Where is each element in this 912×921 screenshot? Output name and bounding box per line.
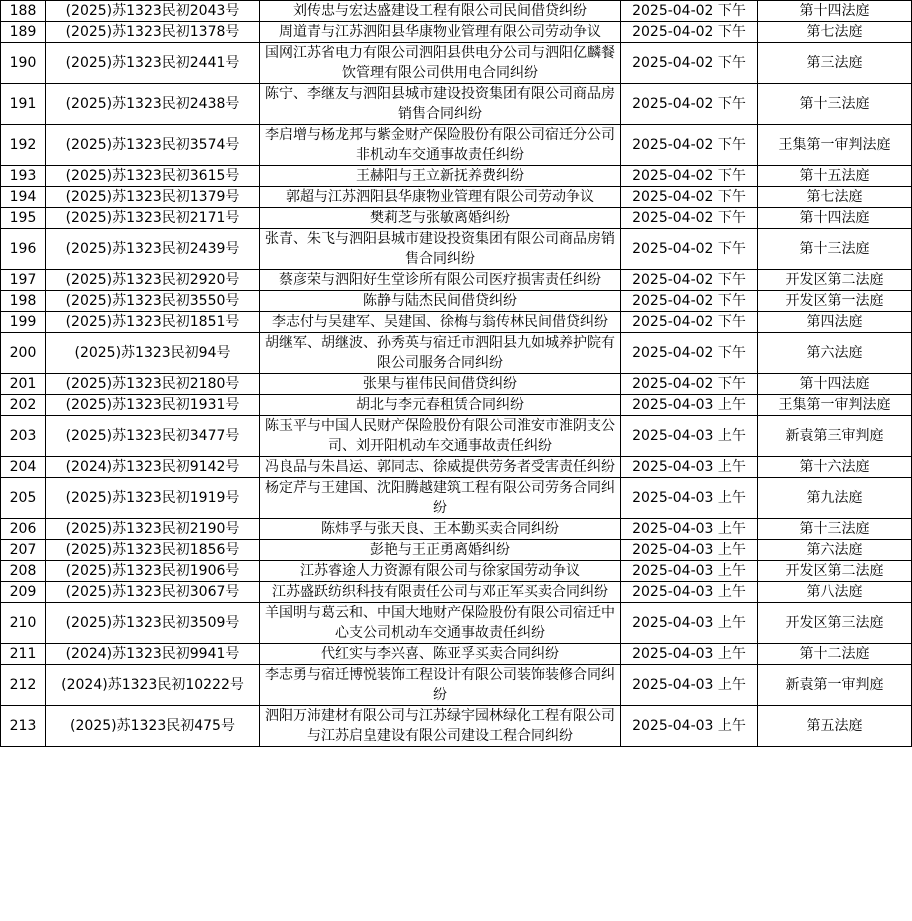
row-number: 194 bbox=[1, 187, 46, 208]
case-number: (2025)苏1323民初3615号 bbox=[46, 166, 260, 187]
hearing-time: 2025-04-02 下午 bbox=[621, 166, 758, 187]
case-number: (2025)苏1323民初2171号 bbox=[46, 208, 260, 229]
case-title: 国网江苏省电力有限公司泗阳县供电分公司与泗阳亿麟餐饮管理有限公司供用电合同纠纷 bbox=[260, 43, 621, 84]
courtroom: 第十三法庭 bbox=[758, 519, 912, 540]
case-title: 王赫阳与王立新抚养费纠纷 bbox=[260, 166, 621, 187]
case-title: 陈静与陆杰民间借贷纠纷 bbox=[260, 291, 621, 312]
case-title: 陈宁、李继友与泗阳县城市建设投资集团有限公司商品房销售合同纠纷 bbox=[260, 84, 621, 125]
table-row bbox=[1, 270, 912, 291]
hearing-time: 2025-04-03 上午 bbox=[621, 561, 758, 582]
row-number: 210 bbox=[1, 603, 46, 644]
courtroom: 开发区第一法庭 bbox=[758, 291, 912, 312]
case-title: 李启增与杨龙邦与紫金财产保险股份有限公司宿迁分公司非机动车交通事故责任纠纷 bbox=[260, 125, 621, 166]
row-number: 189 bbox=[1, 22, 46, 43]
hearing-time: 2025-04-03 上午 bbox=[621, 706, 758, 747]
case-number: (2025)苏1323民初3477号 bbox=[46, 416, 260, 457]
hearing-time: 2025-04-03 上午 bbox=[621, 665, 758, 706]
case-title: 江苏睿途人力资源有限公司与徐家国劳动争议 bbox=[260, 561, 621, 582]
case-number: (2025)苏1323民初2190号 bbox=[46, 519, 260, 540]
row-number: 188 bbox=[1, 1, 46, 22]
case-number: (2025)苏1323民初3067号 bbox=[46, 582, 260, 603]
case-title: 胡北与李元春租赁合同纠纷 bbox=[260, 395, 621, 416]
case-number: (2025)苏1323民初2920号 bbox=[46, 270, 260, 291]
case-title: 郭超与江苏泗阳县华康物业管理有限公司劳动争议 bbox=[260, 187, 621, 208]
hearing-time: 2025-04-02 下午 bbox=[621, 374, 758, 395]
hearing-time: 2025-04-02 下午 bbox=[621, 187, 758, 208]
hearing-time: 2025-04-02 下午 bbox=[621, 270, 758, 291]
hearing-time: 2025-04-03 上午 bbox=[621, 519, 758, 540]
case-number: (2024)苏1323民初9941号 bbox=[46, 644, 260, 665]
table-row bbox=[1, 582, 912, 603]
hearing-time: 2025-04-02 下午 bbox=[621, 291, 758, 312]
table-row bbox=[1, 291, 912, 312]
case-number: (2025)苏1323民初1856号 bbox=[46, 540, 260, 561]
case-title: 张青、朱飞与泗阳县城市建设投资集团有限公司商品房销售合同纠纷 bbox=[260, 229, 621, 270]
case-number: (2024)苏1323民初9142号 bbox=[46, 457, 260, 478]
case-title: 蔡彦荣与泗阳好生堂诊所有限公司医疗损害责任纠纷 bbox=[260, 270, 621, 291]
hearing-time: 2025-04-02 下午 bbox=[621, 43, 758, 84]
courtroom: 第十三法庭 bbox=[758, 229, 912, 270]
case-number: (2025)苏1323民初3509号 bbox=[46, 603, 260, 644]
case-title: 张果与崔伟民间借贷纠纷 bbox=[260, 374, 621, 395]
row-number: 205 bbox=[1, 478, 46, 519]
table-row bbox=[1, 561, 912, 582]
courtroom: 第七法庭 bbox=[758, 22, 912, 43]
hearing-time: 2025-04-03 上午 bbox=[621, 478, 758, 519]
row-number: 204 bbox=[1, 457, 46, 478]
hearing-time: 2025-04-02 下午 bbox=[621, 333, 758, 374]
row-number: 207 bbox=[1, 540, 46, 561]
table-row bbox=[1, 208, 912, 229]
hearing-time: 2025-04-02 下午 bbox=[621, 22, 758, 43]
case-title: 代红实与李兴喜、陈亚孚买卖合同纠纷 bbox=[260, 644, 621, 665]
table-row bbox=[1, 644, 912, 665]
courtroom: 开发区第二法庭 bbox=[758, 270, 912, 291]
courtroom: 第十四法庭 bbox=[758, 1, 912, 22]
row-number: 195 bbox=[1, 208, 46, 229]
case-number: (2025)苏1323民初2180号 bbox=[46, 374, 260, 395]
row-number: 206 bbox=[1, 519, 46, 540]
row-number: 202 bbox=[1, 395, 46, 416]
hearing-time: 2025-04-02 下午 bbox=[621, 84, 758, 125]
hearing-time: 2025-04-02 下午 bbox=[621, 229, 758, 270]
courtroom: 第三法庭 bbox=[758, 43, 912, 84]
courtroom: 开发区第三法庭 bbox=[758, 603, 912, 644]
hearing-schedule-body bbox=[1, 1, 912, 747]
row-number: 213 bbox=[1, 706, 46, 747]
table-row bbox=[1, 312, 912, 333]
table-row bbox=[1, 395, 912, 416]
case-title: 周道青与江苏泗阳县华康物业管理有限公司劳动争议 bbox=[260, 22, 621, 43]
case-number: (2024)苏1323民初10222号 bbox=[46, 665, 260, 706]
courtroom: 第五法庭 bbox=[758, 706, 912, 747]
case-number: (2025)苏1323民初1379号 bbox=[46, 187, 260, 208]
table-row bbox=[1, 84, 912, 125]
hearing-time: 2025-04-02 下午 bbox=[621, 208, 758, 229]
case-title: 冯良品与朱昌运、郭同志、徐威提供劳务者受害责任纠纷 bbox=[260, 457, 621, 478]
courtroom: 开发区第二法庭 bbox=[758, 561, 912, 582]
row-number: 196 bbox=[1, 229, 46, 270]
row-number: 203 bbox=[1, 416, 46, 457]
row-number: 211 bbox=[1, 644, 46, 665]
hearing-time: 2025-04-03 上午 bbox=[621, 603, 758, 644]
row-number: 198 bbox=[1, 291, 46, 312]
courtroom: 第十二法庭 bbox=[758, 644, 912, 665]
courtroom: 王集第一审判法庭 bbox=[758, 395, 912, 416]
row-number: 200 bbox=[1, 333, 46, 374]
case-number: (2025)苏1323民初1906号 bbox=[46, 561, 260, 582]
row-number: 191 bbox=[1, 84, 46, 125]
courtroom: 新袁第三审判庭 bbox=[758, 416, 912, 457]
hearing-time: 2025-04-03 上午 bbox=[621, 416, 758, 457]
courtroom: 第七法庭 bbox=[758, 187, 912, 208]
row-number: 192 bbox=[1, 125, 46, 166]
table-row bbox=[1, 187, 912, 208]
case-number: (2025)苏1323民初1919号 bbox=[46, 478, 260, 519]
case-title: 陈玉平与中国人民财产保险股份有限公司淮安市淮阴支公司、刘开阳机动车交通事故责任纠纷 bbox=[260, 416, 621, 457]
table-row bbox=[1, 519, 912, 540]
hearing-time: 2025-04-02 下午 bbox=[621, 125, 758, 166]
table-row bbox=[1, 706, 912, 747]
courtroom: 第十五法庭 bbox=[758, 166, 912, 187]
row-number: 193 bbox=[1, 166, 46, 187]
row-number: 197 bbox=[1, 270, 46, 291]
row-number: 209 bbox=[1, 582, 46, 603]
courtroom: 第十三法庭 bbox=[758, 84, 912, 125]
case-number: (2025)苏1323民初2043号 bbox=[46, 1, 260, 22]
courtroom: 第十四法庭 bbox=[758, 208, 912, 229]
case-title: 李志勇与宿迁博悦装饰工程设计有限公司装饰装修合同纠纷 bbox=[260, 665, 621, 706]
case-number: (2025)苏1323民初1378号 bbox=[46, 22, 260, 43]
table-row bbox=[1, 416, 912, 457]
case-number: (2025)苏1323民初94号 bbox=[46, 333, 260, 374]
case-title: 李志付与吴建军、吴建国、徐梅与翁传林民间借贷纠纷 bbox=[260, 312, 621, 333]
hearing-time: 2025-04-03 上午 bbox=[621, 644, 758, 665]
table-row bbox=[1, 166, 912, 187]
table-row bbox=[1, 125, 912, 166]
case-title: 江苏盛跃纺织科技有限责任公司与邓正军买卖合同纠纷 bbox=[260, 582, 621, 603]
table-row bbox=[1, 1, 912, 22]
case-number: (2025)苏1323民初1851号 bbox=[46, 312, 260, 333]
table-row bbox=[1, 603, 912, 644]
table-row bbox=[1, 540, 912, 561]
table-row bbox=[1, 457, 912, 478]
row-number: 201 bbox=[1, 374, 46, 395]
table-row bbox=[1, 229, 912, 270]
courtroom: 第六法庭 bbox=[758, 333, 912, 374]
row-number: 212 bbox=[1, 665, 46, 706]
case-number: (2025)苏1323民初475号 bbox=[46, 706, 260, 747]
hearing-time: 2025-04-02 下午 bbox=[621, 1, 758, 22]
case-title: 陈炜孚与张天良、王本勤买卖合同纠纷 bbox=[260, 519, 621, 540]
case-title: 樊莉芝与张敏离婚纠纷 bbox=[260, 208, 621, 229]
case-title: 羊国明与葛云和、中国大地财产保险股份有限公司宿迁中心支公司机动车交通事故责任纠纷 bbox=[260, 603, 621, 644]
table-row bbox=[1, 333, 912, 374]
hearing-time: 2025-04-03 上午 bbox=[621, 540, 758, 561]
hearing-time: 2025-04-03 上午 bbox=[621, 582, 758, 603]
table-row bbox=[1, 478, 912, 519]
hearing-time: 2025-04-03 上午 bbox=[621, 395, 758, 416]
case-title: 胡继军、胡继波、孙秀英与宿迁市泗阳县九如城养护院有限公司服务合同纠纷 bbox=[260, 333, 621, 374]
case-title: 刘传忠与宏达盛建设工程有限公司民间借贷纠纷 bbox=[260, 1, 621, 22]
case-title: 彭艳与王正勇离婚纠纷 bbox=[260, 540, 621, 561]
courtroom: 第十六法庭 bbox=[758, 457, 912, 478]
row-number: 208 bbox=[1, 561, 46, 582]
table-row bbox=[1, 43, 912, 84]
courtroom: 第四法庭 bbox=[758, 312, 912, 333]
table-row bbox=[1, 22, 912, 43]
courtroom: 王集第一审判法庭 bbox=[758, 125, 912, 166]
hearing-time: 2025-04-03 上午 bbox=[621, 457, 758, 478]
case-number: (2025)苏1323民初1931号 bbox=[46, 395, 260, 416]
case-title: 泗阳万沛建材有限公司与江苏绿宇园林绿化工程有限公司与江苏启皇建设有限公司建设工程合同纠纷 bbox=[260, 706, 621, 747]
case-number: (2025)苏1323民初3550号 bbox=[46, 291, 260, 312]
case-number: (2025)苏1323民初2441号 bbox=[46, 43, 260, 84]
case-number: (2025)苏1323民初3574号 bbox=[46, 125, 260, 166]
courtroom: 第八法庭 bbox=[758, 582, 912, 603]
courtroom: 第六法庭 bbox=[758, 540, 912, 561]
courtroom: 第十四法庭 bbox=[758, 374, 912, 395]
row-number: 190 bbox=[1, 43, 46, 84]
table-row bbox=[1, 665, 912, 706]
table-row bbox=[1, 374, 912, 395]
courtroom: 新袁第一审判庭 bbox=[758, 665, 912, 706]
case-title: 杨定芹与王建国、沈阳腾越建筑工程有限公司劳务合同纠纷 bbox=[260, 478, 621, 519]
case-number: (2025)苏1323民初2439号 bbox=[46, 229, 260, 270]
case-number: (2025)苏1323民初2438号 bbox=[46, 84, 260, 125]
hearing-time: 2025-04-02 下午 bbox=[621, 312, 758, 333]
row-number: 199 bbox=[1, 312, 46, 333]
courtroom: 第九法庭 bbox=[758, 478, 912, 519]
